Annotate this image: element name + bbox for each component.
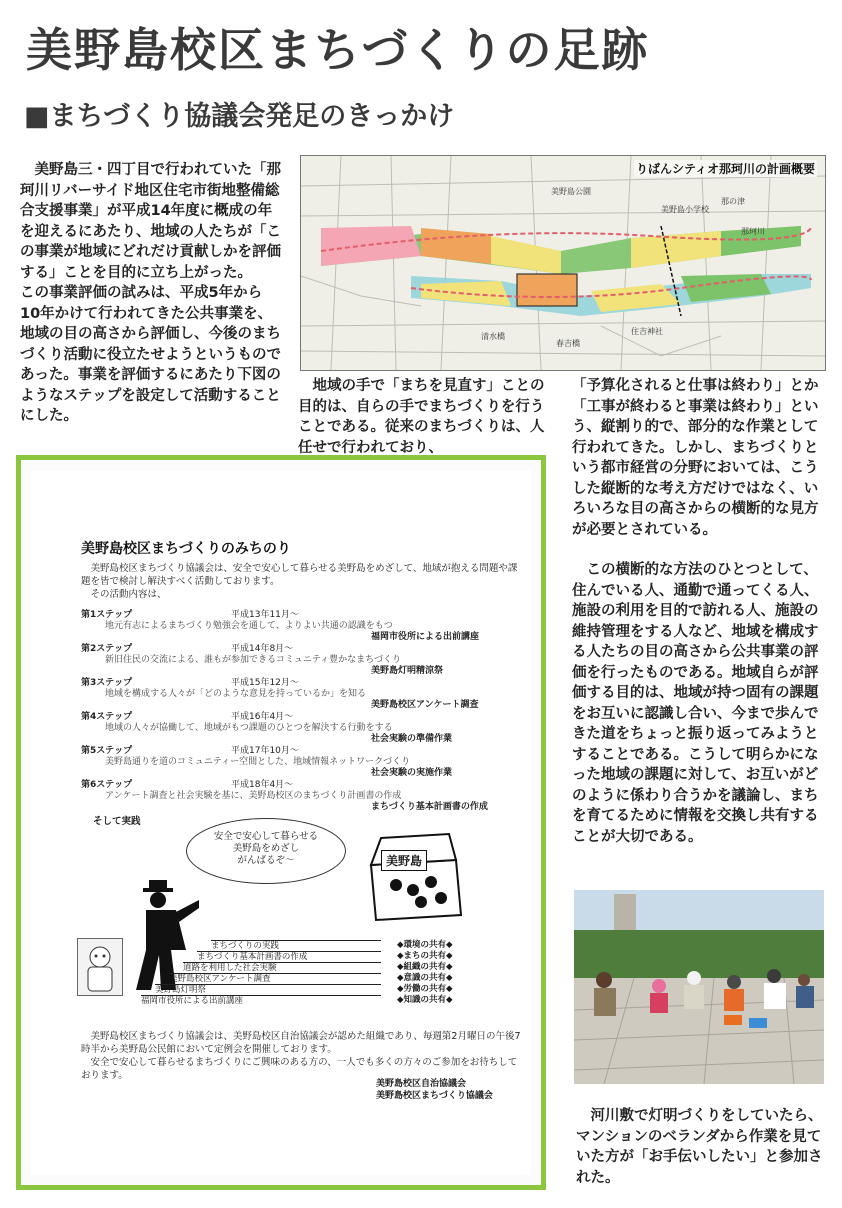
map-label: 那の津	[721, 197, 745, 206]
plan-map	[300, 155, 826, 371]
step-item	[81, 780, 521, 814]
map-label: 清水橋	[481, 332, 505, 341]
stair-step: まちづくり基本計画書の作成	[197, 951, 381, 963]
step-event: 美野島校区アンケート調査	[371, 700, 479, 710]
map-label: 美野島公園	[551, 187, 591, 196]
step-label: 第6ステップ	[81, 780, 133, 790]
step-description: 美野島通りを道のコミュニティー空間とした、地域情報ネットワークづくり	[105, 757, 411, 767]
step-date: 平成17年10月～	[231, 746, 299, 756]
stair-tag: ◆組織の共有◆	[397, 962, 453, 972]
flyer-intro	[81, 562, 521, 601]
map-label: 那珂川	[741, 227, 765, 236]
bubble-line: 安全で安心して暮らせる	[213, 831, 319, 842]
step-item	[81, 712, 521, 746]
stair-tag: ◆知識の共有◆	[397, 995, 453, 1005]
step-label: 第4ステップ	[81, 712, 133, 722]
final-step-label: そして実践	[93, 816, 141, 827]
step-label: 第3ステップ	[81, 678, 133, 688]
lucky-cat-icon	[77, 938, 123, 996]
step-event: 福岡市役所による出前講座	[371, 632, 480, 642]
step-label: 第1ステップ	[81, 610, 133, 620]
step-date: 平成16年4月～	[231, 712, 294, 722]
speech-bubble	[186, 818, 346, 884]
step-description: アンケート調査と社会実験を基に、美野島校区のまちづくり計画書の作成	[105, 791, 402, 801]
map-label: 美野島小学校	[661, 205, 709, 214]
stair-step: まちづくりの実践	[211, 940, 381, 952]
step-label: 第2ステップ	[81, 644, 133, 654]
paragraph: 「予算化されると仕事は終わり」とか「工事が終わると事業は終わり」という、縦割り的で、部分的な作業として行われてきた。しかし、まちづくりという都市経営の分野においては、こうした縦断的な考え方だけではなく、いろいろな目の高さからの横断的な見方が必要とされている。	[572, 378, 819, 538]
stair-tag: ◆環境の共有◆	[397, 940, 453, 950]
stair-step: 美野島校区アンケート調査	[169, 973, 381, 985]
flyer-signature	[376, 1078, 493, 1102]
map-label: 春吉橋	[556, 339, 580, 348]
step-date: 平成14年8月～	[231, 644, 294, 654]
paragraph: 美野島三・四丁目で行われていた「那珂川リバーサイド地区住宅市街地整備総合支援事業」が平成14年度に概成の年を迎えるにあたり、地域の人たちが「この事業が地域にどれだけ貢献しかを評価する」ことを目的に立ち上がった。	[20, 162, 281, 281]
step-description: 地域の人々が協働して、地域がもつ課題のひとつを解決する行動をする	[105, 723, 393, 733]
step-description: 地元有志によるまちづくり勉強会を通して、よりよい共通の認識をもつ	[105, 621, 393, 631]
step-event: 社会実験の実施作業	[371, 768, 453, 778]
chest-label: 美野島	[381, 850, 427, 871]
stair-tag: ◆意識の共有◆	[397, 973, 453, 983]
section-heading: ■まちづくり協議会発足のきっかけ	[24, 101, 455, 132]
treasure-chest-icon	[361, 830, 471, 925]
stair-step: 福岡市役所による出前講座	[141, 995, 381, 1007]
signature-line: 美野島校区自治協議会	[376, 1079, 467, 1089]
map-title: りばんシティオ那珂川の計画概要	[635, 162, 815, 176]
step-date: 平成18年4月～	[231, 780, 294, 790]
riverside-photo	[574, 890, 824, 1084]
body-column-3	[572, 376, 826, 847]
bubble-line: がんばるぞ～	[237, 855, 295, 866]
step-list	[81, 610, 521, 814]
paragraph: 地域の手で「まちを見直す」ことの目的は、自らの手でまちづくりを行うことである。従来のまちづくりは、人任せで行われており、	[298, 378, 545, 456]
step-item	[81, 678, 521, 712]
step-date: 平成15年12月～	[231, 678, 299, 688]
photo-caption	[576, 1106, 824, 1188]
paragraph: 河川敷で灯明づくりをしていたら、マンションのベランダから作業を見ていた方が「お手伝いしたい」と参加された。	[576, 1108, 823, 1186]
paragraph: 美野島校区まちづくり協議会は、安全で安心して暮らせる美野島をめざして、地域が抱える問題や課題を皆で検討し解決すべく活動しております。	[81, 563, 518, 587]
paragraph: 美野島校区まちづくり協議会は、美野島校区自治協議会が認めた組織であり、毎週第2月曜日の午後7時半から美野島公民館において定例会を開催しております。	[81, 1031, 521, 1055]
page-title: 美野島校区まちづくりの足跡	[26, 23, 650, 77]
paragraph: この事業評価の試みは、平成5年から10年かけて行われてきた公共事業を、地域の目の高さから評価し、今後のまちづくり活動に役立たせようというものであった。事業を評価するにあたり下図のようなステップを設定して活動することにした。	[20, 285, 281, 424]
staircase-diagram	[131, 940, 496, 1010]
step-item	[81, 610, 521, 644]
signature-line: 美野島校区まちづくり協議会	[376, 1091, 493, 1101]
step-event: 美野島灯明精涼祭	[371, 666, 444, 676]
stair-step: 道路を利用した社会実験	[183, 962, 381, 974]
map-label: 住吉神社	[631, 327, 663, 336]
step-item	[81, 644, 521, 678]
stair-tag: ◆まちの共有◆	[397, 951, 453, 961]
flyer-sheet	[31, 470, 531, 1175]
flyer-footer-text	[81, 1030, 521, 1082]
stair-step: 美野島灯明祭	[155, 984, 381, 996]
step-date: 平成13年11月～	[231, 610, 299, 620]
body-column-2	[298, 376, 550, 458]
bubble-line: 美野島をめざし	[232, 843, 300, 854]
body-column-1	[20, 160, 282, 427]
paragraph: 安全で安心して暮らせるまちづくりにご興味のある方の、一人でも多くの方々のご参加をお待ちしております。	[81, 1057, 518, 1081]
flyer-title: 美野島校区まちづくりのみちのり	[81, 541, 291, 557]
stair-tag: ◆労働の共有◆	[397, 984, 453, 994]
step-description: 地域を構成する人々が「どのような意見を持っているか」を知る	[105, 689, 367, 699]
flyer-panel	[16, 455, 546, 1190]
step-description: 新旧住民の交流による、誰もが参加できるコミュニティ豊かなまちづくり	[105, 655, 402, 665]
step-label: 第5ステップ	[81, 746, 133, 756]
paragraph: この横断的な方法のひとつとして、住んでいる人、通勤で通ってくる人、施設の利用を目的で訪れる人、施設の維持管理をする人など、地域を構成する人たちの目の高さから公共事業の評価を行ったものである。地域自らが評価する目的は、地域が持つ固有の課題をお互いに認識し合い、今まで歩んできた道をちょっと振り返ってみようとすることである。こうして明らかになった地域の課題に対して、お互いがどのように係わり合うかを議論し、まちを育てるために情報を交換し共有することが大切である。	[572, 562, 819, 845]
step-event: まちづくり基本計画書の作成	[371, 802, 488, 812]
step-event: 社会実験の準備作業	[371, 734, 453, 744]
paragraph: その活動内容は、	[90, 589, 167, 600]
step-item	[81, 746, 521, 780]
